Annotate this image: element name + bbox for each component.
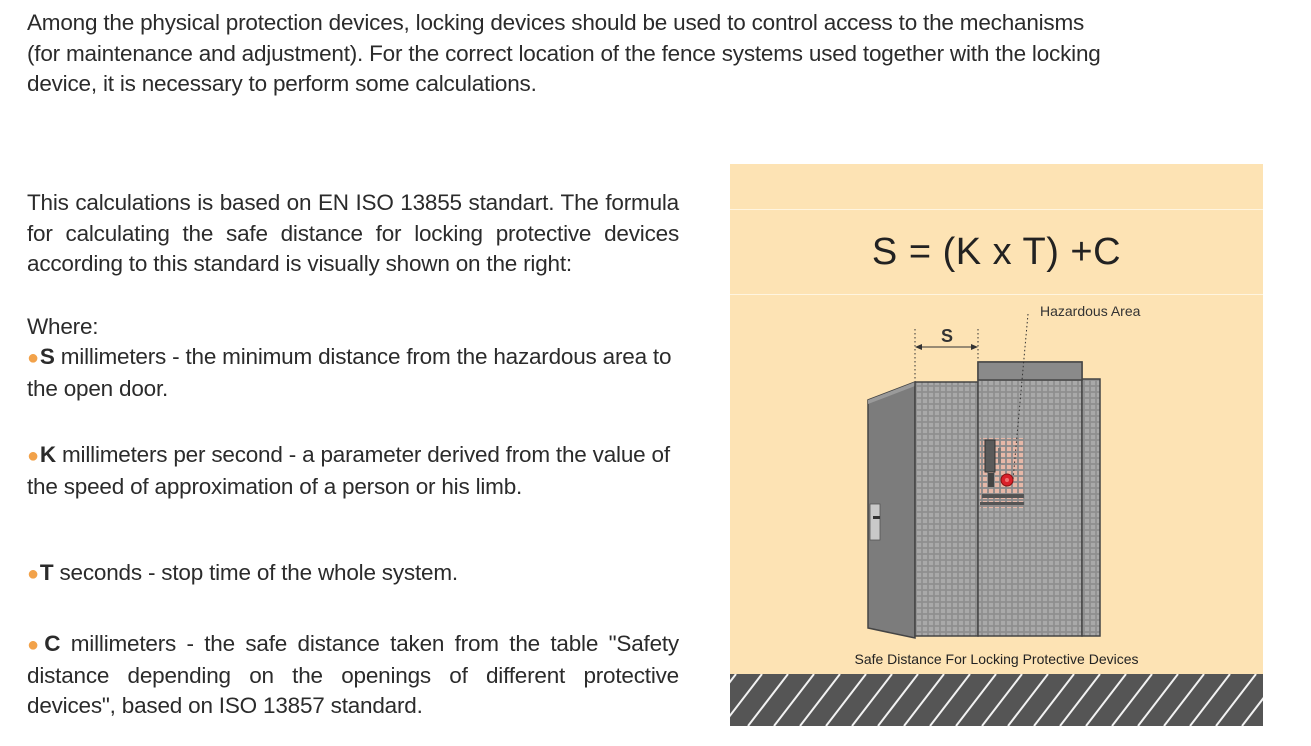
definition-text: millimeters - the safe distance taken from the table "Safety distance depending on the openings of different protective devices", based on ISO 13857 standard.	[27, 631, 679, 718]
safety-formula: S = (K x T) +C	[871, 230, 1122, 273]
floor-hatch	[730, 674, 1263, 726]
formula-band	[730, 209, 1263, 295]
distance-label: S	[940, 326, 954, 346]
definition-text: millimeters - the minimum distance from the hazardous area to the open door.	[27, 344, 672, 401]
definition-s	[27, 342, 679, 404]
bullet-icon: ●	[27, 563, 39, 585]
definition-text: seconds - stop time of the whole system.	[53, 560, 458, 585]
definition-symbol: S	[39, 344, 55, 369]
hazard-zone	[980, 438, 1024, 508]
distance-dimension	[915, 326, 978, 380]
definition-symbol: T	[39, 560, 54, 585]
definition-t	[27, 558, 679, 590]
hazard-area-label: Hazardous Area	[1040, 303, 1141, 319]
intro-paragraph: Among the physical protection devices, locking devices should be used to control access to the mechanisms (for maintenance and adjustment). For the correct location of the fence systems used together with the locking device, it is necessary to perform some calculations.	[27, 10, 1101, 96]
bullet-icon: ●	[27, 347, 39, 369]
definition-symbol: C	[44, 631, 61, 656]
where-label: Where:	[27, 314, 99, 339]
definition-c	[27, 629, 679, 722]
bullet-icon: ●	[27, 445, 39, 467]
definition-symbol: K	[39, 442, 56, 467]
safety-distance-diagram	[730, 164, 1263, 726]
open-door	[868, 382, 915, 638]
bullet-icon: ●	[27, 634, 44, 656]
diagram-caption: Safe Distance For Locking Protective Devices	[854, 651, 1139, 667]
definition-text: millimeters per second - a parameter derived from the value of the speed of approximation of a person or his limb.	[27, 442, 670, 499]
formula-description: This calculations is based on EN ISO 13855 standart. The formula for calculating the safe distance for locking protective devices according to this standard is visually shown on the right:	[27, 190, 679, 276]
definition-k	[27, 440, 679, 502]
